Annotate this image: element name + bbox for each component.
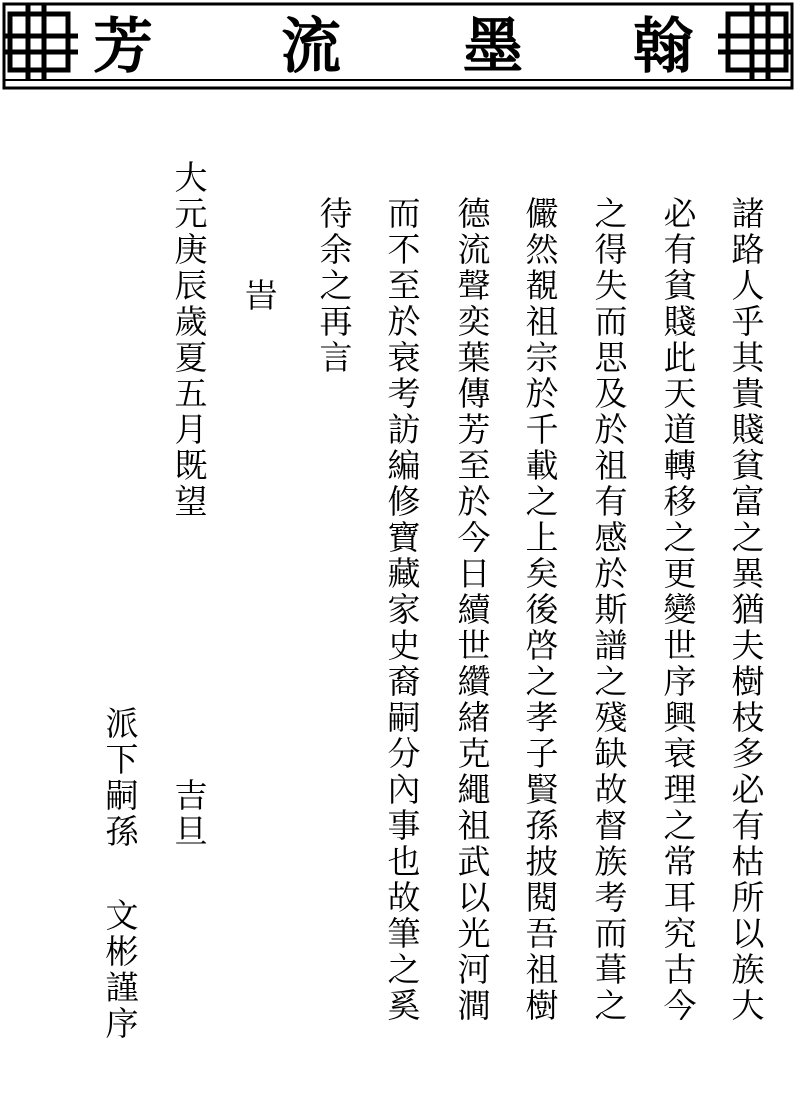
banner-title-char-4: 翰 <box>633 12 693 82</box>
preface-column-2: 必有貧賤此天道轉移之更變世序興衰理之常耳究古今 <box>663 194 697 1025</box>
author-role: 派下嗣孫 <box>105 704 139 851</box>
era-mark: 旹 <box>244 276 278 315</box>
preface-column-5: 德流聲奕葉傳芳至於今日續世纘緒克繩祖武以光河澗 <box>457 194 491 1025</box>
preface-column-6: 而不至於衰考訪編修寶藏家史裔嗣分內事也故筆之奚 <box>387 194 421 1025</box>
banner-title-char-3: 墨 <box>463 12 523 82</box>
banner-title-char-2: 流 <box>281 12 341 82</box>
author-name: 文彬謹序 <box>105 896 139 1043</box>
preface-column-1: 諸路人乎其貴賤貧富之異猶夫樹枝多必有枯所以族大 <box>731 194 765 1025</box>
date-line: 大元庚辰歲夏五月既望 <box>174 158 208 521</box>
auspicious-day: 吉旦 <box>174 776 208 851</box>
preface-column-3: 之得失而思及於祖有感於斯譜之殘缺故督族考而葺之 <box>594 194 628 1025</box>
right-fret-ornament <box>718 4 792 80</box>
title-banner <box>0 0 796 92</box>
preface-column-4: 儼然覩祖宗於千載之上矣後啓之孝子賢孫披閱吾祖樹 <box>525 194 559 1025</box>
preface-column-7: 待余之再言 <box>319 194 353 377</box>
banner-title-char-1: 芳 <box>93 12 153 82</box>
left-fret-ornament <box>4 4 78 80</box>
